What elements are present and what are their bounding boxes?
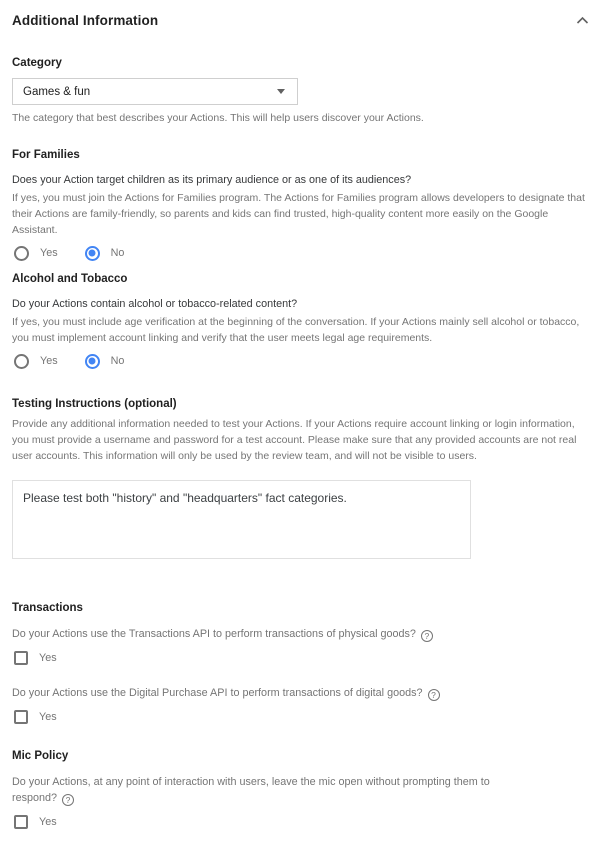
category-select[interactable] (12, 78, 298, 105)
alcohol-tobacco-helper-text: If yes, you must include age verification at the beginning of the conversation. If your Actions mainly sell alcohol or tobacco, you must implement account linking and verify that the user meets legal age requirements. (12, 316, 580, 344)
radio-label-no: No (110, 355, 125, 367)
alcohol-tobacco-radio-yes[interactable] (14, 354, 58, 369)
collapse-section-button[interactable] (574, 14, 591, 27)
testing-instructions-title: Testing Instructions (optional) (12, 398, 177, 410)
checkbox-label-yes: Yes (39, 815, 57, 828)
transactions-digital-checkbox-row (12, 708, 591, 725)
radio-selected-icon[interactable] (85, 354, 100, 369)
alcohol-tobacco-title: Alcohol and Tobacco (12, 273, 128, 285)
help-icon[interactable]: ? (62, 794, 74, 806)
for-families-radio-yes[interactable] (14, 246, 58, 261)
help-icon[interactable]: ? (428, 689, 440, 701)
section-mic-policy (12, 750, 591, 830)
alcohol-tobacco-question: Do your Actions contain alcohol or tobacco-related content? (12, 298, 298, 310)
help-icon[interactable]: ? (421, 630, 433, 642)
alcohol-tobacco-radio-no[interactable] (85, 354, 125, 369)
transactions-physical-question-text: Do your Actions use the Transactions API to perform transactions of physical goods? (12, 628, 416, 640)
alcohol-tobacco-radio-group (12, 352, 591, 370)
section-for-families (12, 149, 591, 262)
for-families-title: For Families (12, 149, 80, 161)
testing-instructions-helper-text: Provide any additional information needed to test your Actions. If your Actions require account linking or login information, you must provide a username and password for a test account. Please make sure that any provided accounts are not real user accounts. This information will only be used by the review team, and will not be visible to users. (12, 418, 577, 462)
checkbox-label-yes: Yes (39, 710, 57, 723)
section-transactions (12, 602, 591, 725)
transactions-digital-question (12, 685, 591, 701)
transactions-physical-checkbox-row (12, 649, 591, 666)
mic-policy-checkbox-row (12, 813, 591, 830)
category-label: Category (12, 57, 62, 69)
radio-unselected-icon[interactable] (14, 354, 29, 369)
checkbox-unchecked-icon[interactable] (14, 815, 28, 829)
mic-policy-question-text: Do your Actions, at any point of interaction with users, leave the mic open without prompting them to respond? (12, 776, 490, 804)
radio-selected-icon[interactable] (85, 246, 100, 261)
checkbox-unchecked-icon[interactable] (14, 710, 28, 724)
testing-instructions-input[interactable] (12, 480, 471, 559)
transactions-title: Transactions (12, 602, 83, 614)
for-families-helper-text: If yes, you must join the Actions for Families program. The Actions for Families program allows developers to designate that their Actions are family-friendly, so parents and kids can find trusted, high-quality content more easily on the Google Assistant. (12, 192, 585, 236)
transactions-physical-question (12, 626, 591, 642)
section-testing-instructions (12, 398, 591, 564)
radio-label-no: No (110, 247, 125, 259)
checkbox-unchecked-icon[interactable] (14, 651, 28, 665)
dropdown-arrow-icon (277, 89, 285, 94)
mic-policy-question (12, 774, 504, 806)
radio-unselected-icon[interactable] (14, 246, 29, 261)
checkbox-label-yes: Yes (39, 651, 57, 664)
chevron-up-icon (576, 13, 589, 28)
section-header (12, 13, 591, 28)
transactions-digital-question-text: Do your Actions use the Digital Purchase API to perform transactions of digital goods? (12, 687, 423, 699)
mic-policy-title: Mic Policy (12, 750, 69, 762)
radio-label-yes: Yes (40, 247, 58, 259)
page-title: Additional Information (12, 13, 159, 28)
radio-label-yes: Yes (40, 355, 58, 367)
for-families-question: Does your Action target children as its primary audience or as one of its audiences? (12, 174, 412, 186)
category-selected-value: Games & fun (23, 85, 91, 98)
section-alcohol-tobacco (12, 273, 591, 370)
for-families-radio-no[interactable] (85, 246, 125, 261)
for-families-radio-group (12, 244, 591, 262)
category-helper-text: The category that best describes your Actions. This will help users discover your Actions. (12, 112, 424, 124)
section-category (12, 57, 591, 126)
